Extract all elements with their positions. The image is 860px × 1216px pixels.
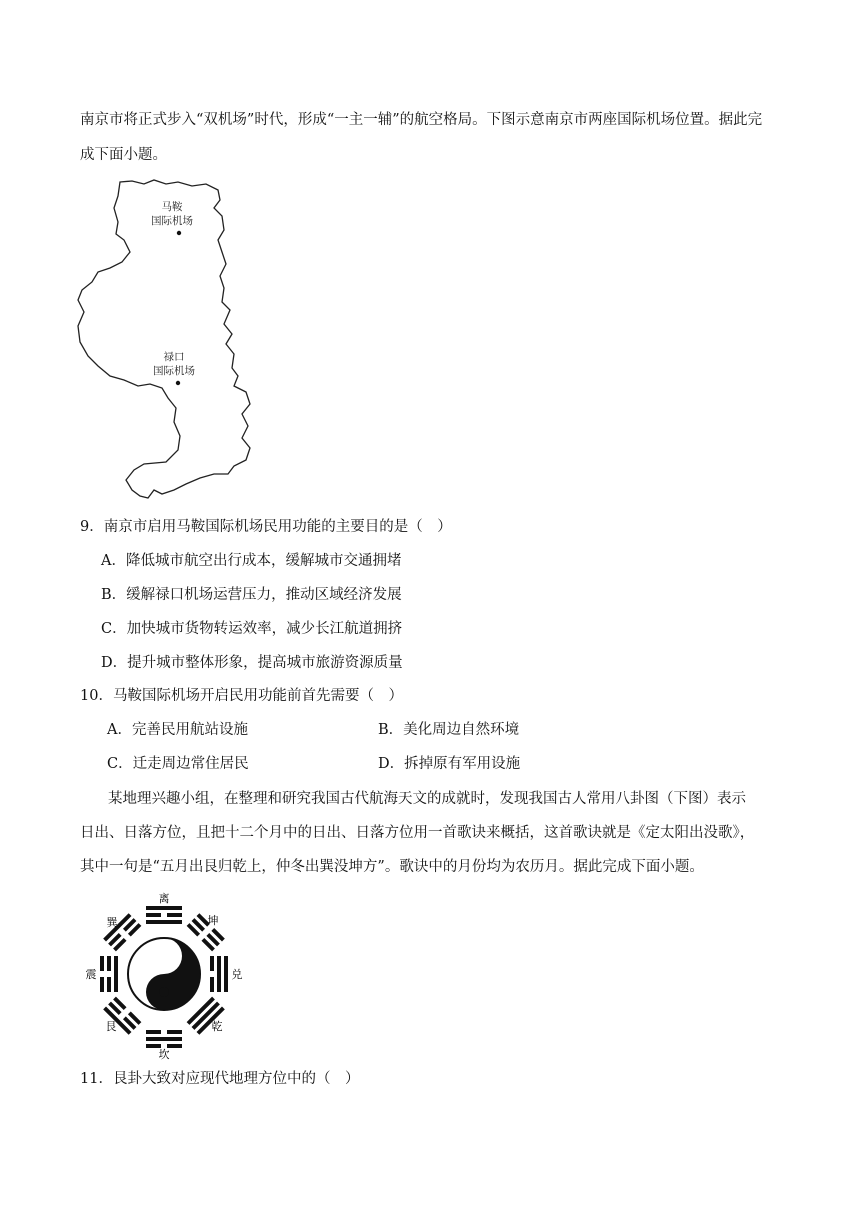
label-li: 离 [158,892,170,905]
nanjing-airport-map [74,178,260,502]
nanjing-boundary [78,180,250,498]
airport-ma-dot [177,231,181,235]
airport-ma-label-1: 马鞍 [161,201,183,213]
bagua-diagram [84,892,244,1060]
label-gen: 艮 [105,1020,117,1033]
intro-1-line-2: 成下面小题。 [80,147,167,163]
label-dui: 兑 [231,968,243,981]
q11-stem: 11．艮卦大致对应现代地理方位中的（ ） [80,1071,360,1087]
taiji-symbol [128,938,200,1010]
label-zhen: 震 [85,968,97,981]
q10-option-b: B．美化周边自然环境 [378,722,520,738]
q10-option-a: A．完善民用航站设施 [107,722,248,738]
airport-lu-label-1: 禄口 [163,351,185,363]
label-kan: 坎 [158,1048,170,1060]
q10-option-d: D．拆掉原有军用设施 [378,756,521,772]
q9-option-d: D．提升城市整体形象，提高城市旅游资源质量 [101,655,403,671]
q9-option-b: B．缓解禄口机场运营压力，推动区域经济发展 [101,587,402,603]
airport-lu-dot [176,381,180,385]
intro-2-line-1: 某地理兴趣小组，在整理和研究我国古代航海天文的成就时，发现我国古人常用八卦图（下图）表示 [108,791,746,807]
q10-stem: 10．马鞍国际机场开启民用功能前首先需要（ ） [80,688,403,704]
label-qian: 乾 [211,1020,223,1033]
q9-option-c: C．加快城市货物转运效率，减少长江航道拥挤 [101,621,403,637]
intro-2-line-2: 日出、日落方位，且把十二个月中的日出、日落方位用一首歌诀来概括，这首歌诀就是《定太阳出没歌》， [80,825,755,841]
q10-option-c: C．迁走周边常住居民 [107,756,249,772]
airport-lu-label-2: 国际机场 [153,365,195,377]
q9-option-a: A．降低城市航空出行成本，缓解城市交通拥堵 [101,553,402,569]
intro-1-line-1: 南京市将正式步入“双机场”时代，形成“一主一辅”的航空格局。下图示意南京市两座国际机场位置。据此完 [80,112,763,128]
intro-2-line-3: 其中一句是“五月出艮归乾上，仲冬出巽没坤方”。歌诀中的月份均为农历月。据此完成下面小题。 [80,859,704,875]
label-xun: 巽 [106,916,118,929]
label-kun: 坤 [207,914,219,927]
airport-ma-label-2: 国际机场 [151,215,193,227]
q9-stem: 9．南京市启用马鞍国际机场民用功能的主要目的是（ ） [80,519,452,535]
